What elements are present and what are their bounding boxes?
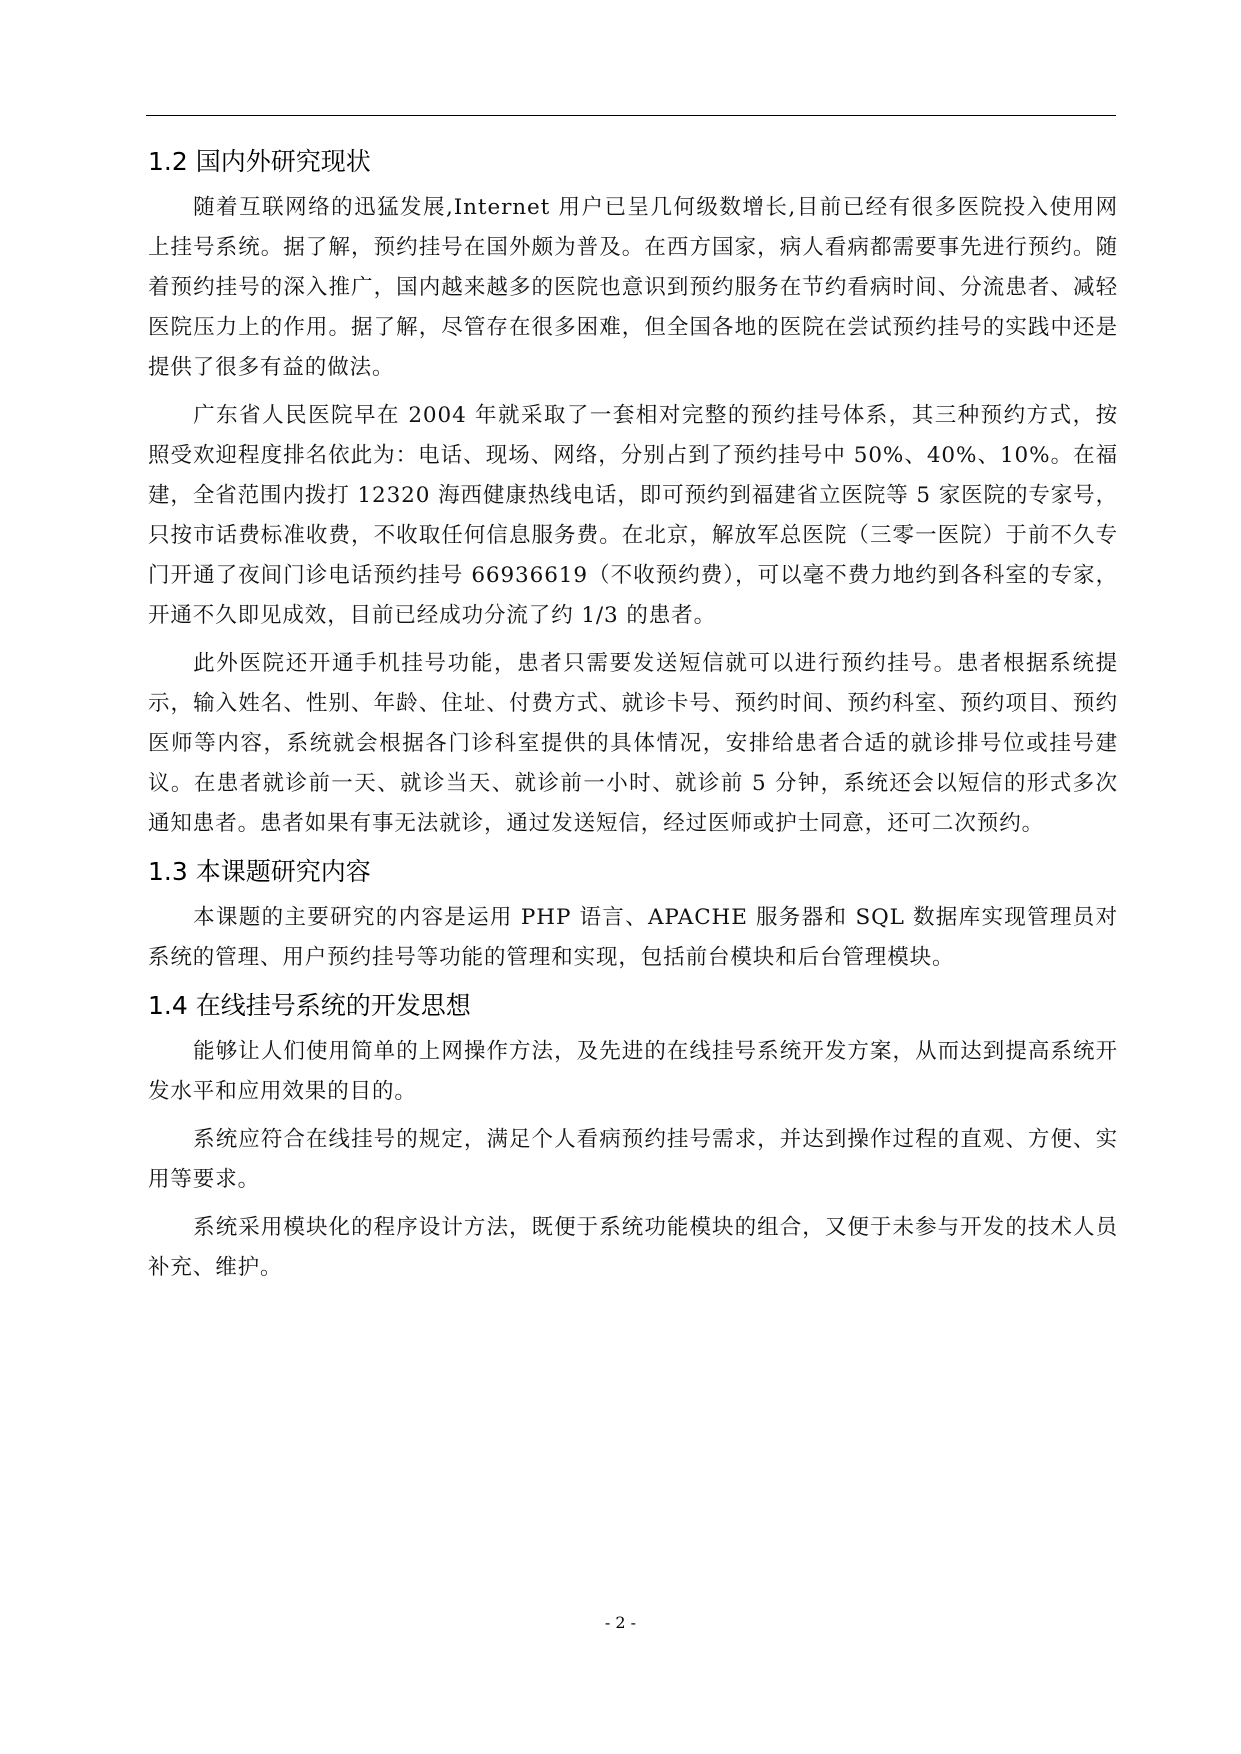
section-1-4-paragraph-3: 系统采用模块化的程序设计方法，既便于系统功能模块的组合，又便于未参与开发的技术人员补充、维护。 <box>148 1215 1118 1280</box>
section-1-3-paragraph-1: 本课题的主要研究的内容是运用 PHP 语言、APACHE 服务器和 SQL 数据库实现管理员对系统的管理、用户预约挂号等功能的管理和实现，包括前台模块和后台管理模块。 <box>148 905 1118 970</box>
page-body <box>148 142 1118 1296</box>
section-1-4-paragraph-2: 系统应符合在线挂号的规定，满足个人看病预约挂号需求，并达到操作过程的直观、方便、实用等要求。 <box>148 1127 1118 1192</box>
section-1-2-paragraph-1: 随着互联网络的迅猛发展,Internet 用户已呈几何级数增长,目前已经有很多医院投入使用网上挂号系统。据了解，预约挂号在国外颇为普及。在西方国家，病人看病都需要事先进行预约。随着预约挂号的深入推广，国内越来越多的医院也意识到预约服务在节约看病时间、分流患者、减轻医院压力上的作用。据了解，尽管存在很多困难，但全国各地的医院在尝试预约挂号的实践中还是提供了很多有益的做法。 <box>148 195 1118 380</box>
section-1-2-paragraph-3: 此外医院还开通手机挂号功能，患者只需要发送短信就可以进行预约挂号。患者根据系统提示，输入姓名、性别、年龄、住址、付费方式、就诊卡号、预约时间、预约科室、预约项目、预约医师等内容，系统就会根据各门诊科室提供的具体情况，安排给患者合适的就诊排号位或挂号建议。在患者就诊前一天、就诊当天、就诊前一小时、就诊前 5 分钟，系统还会以短信的形式多次通知患者。患者如果有事无法就诊，通过发送短信，经过医师或护士同意，还可二次预约。 <box>148 651 1118 836</box>
page-number: - 2 - <box>604 1613 637 1632</box>
header-rule <box>146 115 1116 116</box>
section-heading-1-3: 1.3 本课题研究内容 <box>148 857 371 886</box>
section-1-2-paragraph-2: 广东省人民医院早在 2004 年就采取了一套相对完整的预约挂号体系，其三种预约方式，按照受欢迎程度排名依此为：电话、现场、网络，分别占到了预约挂号中 50%、40%、10%。在福建，全省范围内拨打 12320 海西健康热线电话，即可预约到福建省立医院等 5 家医院的专家号，只按市话费标准收费，不收取任何信息服务费。在北京，解放军总医院（三零一医院）于前不久专门开通了夜间门诊电话预约挂号 66936619（不收预约费），可以毫不费力地约到各科室的专家，开通不久即见成效，目前已经成功分流了约 1/3 的患者。 <box>148 403 1118 628</box>
section-heading-1-2: 1.2 国内外研究现状 <box>148 147 371 176</box>
section-heading-1-4: 1.4 在线挂号系统的开发思想 <box>148 991 471 1020</box>
section-1-4-paragraph-1: 能够让人们使用简单的上网操作方法，及先进的在线挂号系统开发方案，从而达到提高系统开发水平和应用效果的目的。 <box>148 1039 1118 1104</box>
